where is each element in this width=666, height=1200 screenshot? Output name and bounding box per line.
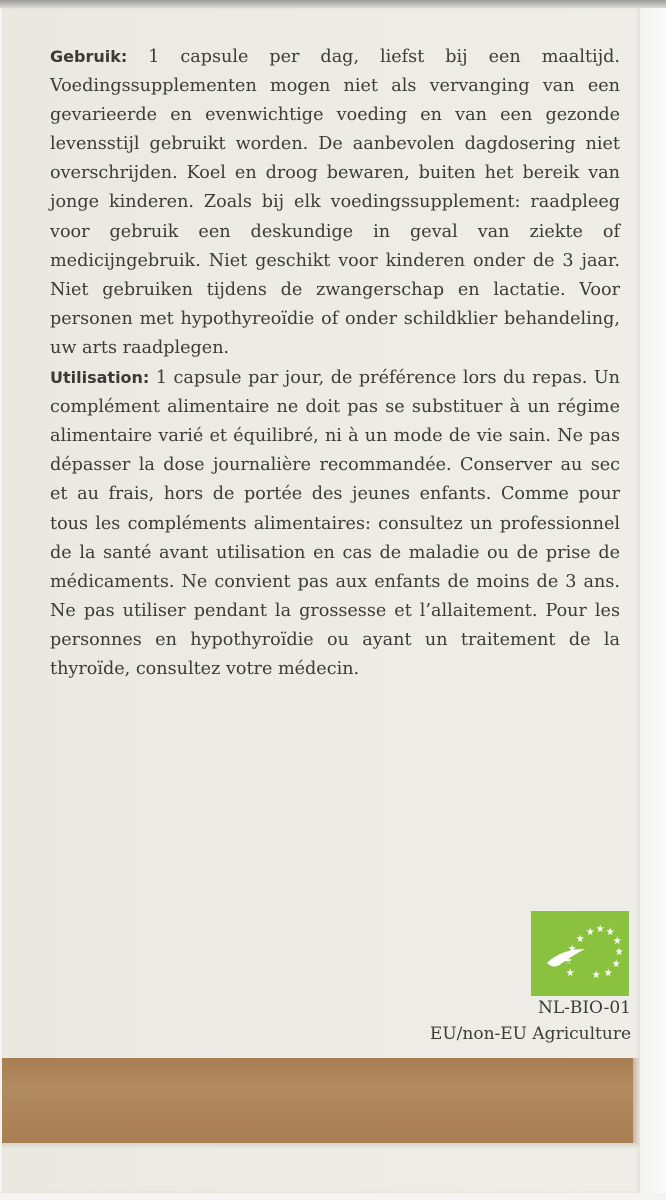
- usage-dutch-body: 1 capsule per dag, liefst bij een maaltijd. Voedingssupplementen mogen niet als vervanging van een gevarieerde en evenwichtige voeding en van een gezonde levensstijl gebruikt worden. De aanbevolen dagdosering niet overschrijden. Koel en droog bewaren, buiten het bereik van jonge kinderen. Zoals bij elk voedingssupplement: raadpleeg voor gebruik een deskundige in geval van ziekte of medicijngebruik. Niet geschikt voor kinderen onder de 3 jaar. Niet gebruiken tijdens de zwangerschap en lactatie. Voor personen met hypothyreoïdie of onder schildklier behandeling, uw arts raadplegen.: [50, 47, 620, 358]
- box-top-edge: [0, 0, 666, 8]
- band-fold-edge: [633, 1058, 640, 1143]
- decorative-brown-band: [2, 1058, 633, 1143]
- usage-dutch-heading: Gebruik:: [50, 47, 128, 66]
- box-right-edge: [640, 8, 666, 1193]
- eu-organic-leaf-icon: [531, 911, 629, 996]
- usage-french-body: 1 capsule par jour, de préférence lors du repas. Un complément alimentaire ne doit pas se substituer à un régime alimentaire varié et équilibré, ni à un mode de vie sain. Ne pas dépasser la dose journalière recommandée. Conserver au sec et au frais, hors de portée des jeunes enfants. Comme pour tous les compléments alimentaires: consultez un professionnel de la santé avant utilisation en cas de maladie ou de prise de médicaments. Ne convient pas aux enfants de moins de 3 ans. Ne pas utiliser pendant la grossesse et l’allaitement. Pour les personnes en hypothyroïdie ou ayant un traitement de la thyroïde, consultez votre médecin.: [50, 368, 620, 679]
- box-bottom-edge: [2, 1143, 640, 1149]
- usage-french: [50, 363, 620, 684]
- usage-instructions: [50, 42, 620, 684]
- agriculture-origin: EU/non-EU Agriculture: [429, 1024, 631, 1044]
- usage-french-heading: Utilisation:: [50, 368, 150, 388]
- certification-code: NL-BIO-01: [537, 998, 631, 1018]
- usage-dutch: [50, 42, 620, 363]
